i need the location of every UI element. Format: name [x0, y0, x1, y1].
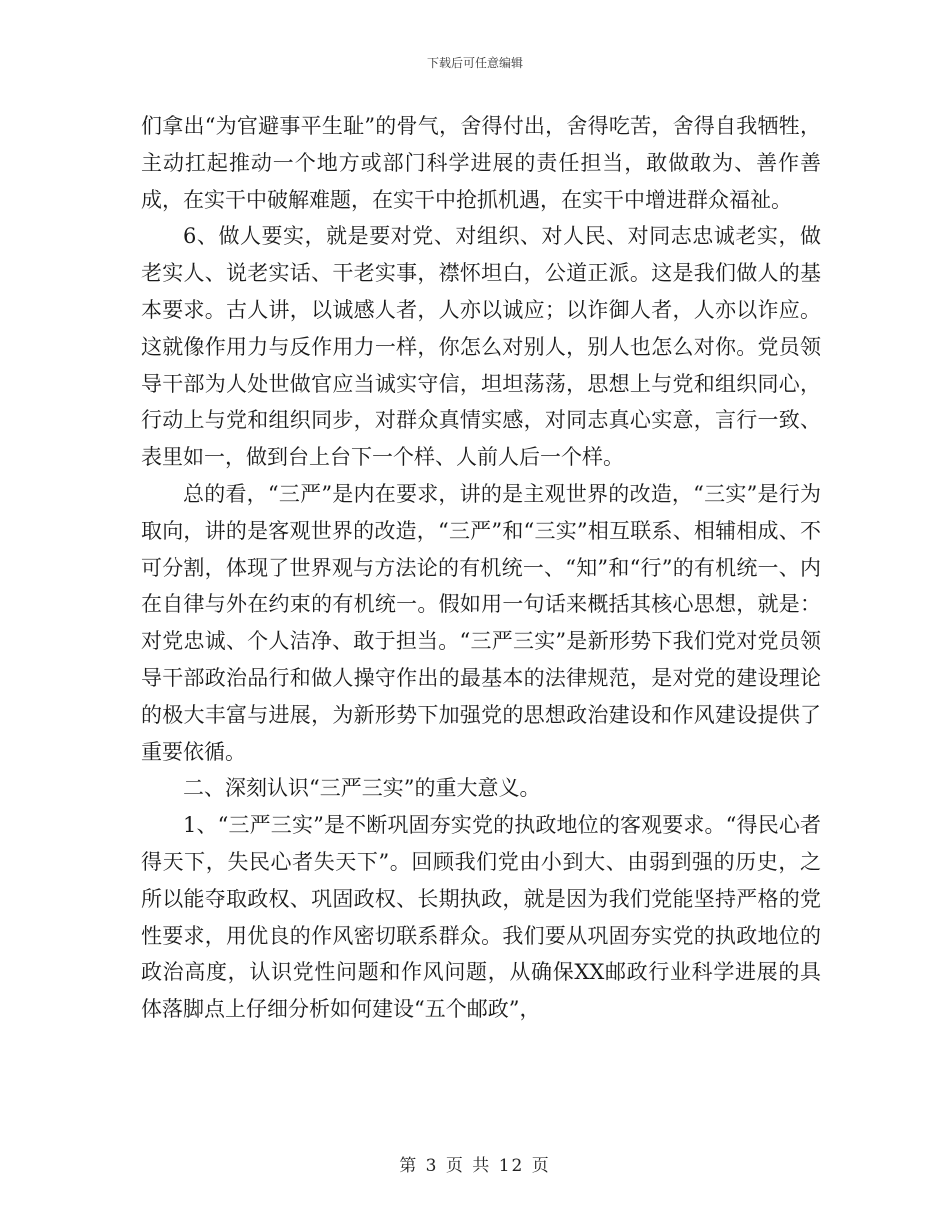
paragraph-2: 6、做人要实，就是要对党、对组织、对人民、对同志忠诚老实，做老实人、说老实话、干老实事，襟怀坦白，公道正派。这是我们做人的基本要求。古人讲，以诚感人者，人亦以诚应；以诈御人者，人亦以诈应。这就像作用力与反作用力一样，你怎么对别人，别人也怎么对你。党员领导干部为人处世做官应当诚实守信，坦坦荡荡，思想上与党和组织同心，行动上与党和组织同步，对群众真情实感，对同志真心实意，言行一致、表里如一，做到台上台下一个样、人前人后一个样。	[141, 224, 821, 470]
paragraph-1: 们拿出“为官避事平生耻”的骨气，舍得付出，舍得吃苦，舍得自我牺牲，主动扛起推动一个地方或部门科学进展的责任担当，敢做敢为、善作善成，在实干中破解难题，在实干中抢抓机遇，在实干中增进群众福祉。	[141, 114, 821, 212]
paragraph-3: 总的看，“三严”是内在要求，讲的是主观世界的改造，“三实”是行为取向，讲的是客观世界的改造，“三严”和“三实”相互联系、相辅相成、不可分割，体现了世界观与方法论的有机统一、“知”和“行”的有机统一、内在自律与外在约束的有机统一。假如用一句话来概括其核心思想，就是：对党忠诚、个人洁净、敢于担当。“三严三实”是新形势下我们党对党员领导干部政治品行和做人操守作出的最基本的法律规范，是对党的建设理论的极大丰富与进展，为新形势下加强党的思想政治建设和作风建设提供了重要依循。	[141, 481, 821, 764]
page-header: 下载后可任意编辑	[426, 56, 523, 70]
document-body	[141, 108, 821, 1028]
section-heading: 二、深刻认识“三严三实”的重大意义。	[183, 776, 541, 801]
paragraph-4: 1、“三严三实”是不断巩固夯实党的执政地位的客观要求。“得民心者得天下，失民心者失天下”。回顾我们党由小到大、由弱到强的历史，之所以能夺取政权、巩固政权、长期执政，就是因为我们党能坚持严格的党性要求，用优良的作风密切联系群众。我们要从巩固夯实党的执政地位的政治高度，认识党性问题和作风问题，从确保XX邮政行业科学进展的具体落脚点上仔细分析如何建设“五个邮政”，	[141, 813, 821, 1022]
page-footer: 第 3 页 共 12 页	[399, 1156, 551, 1176]
